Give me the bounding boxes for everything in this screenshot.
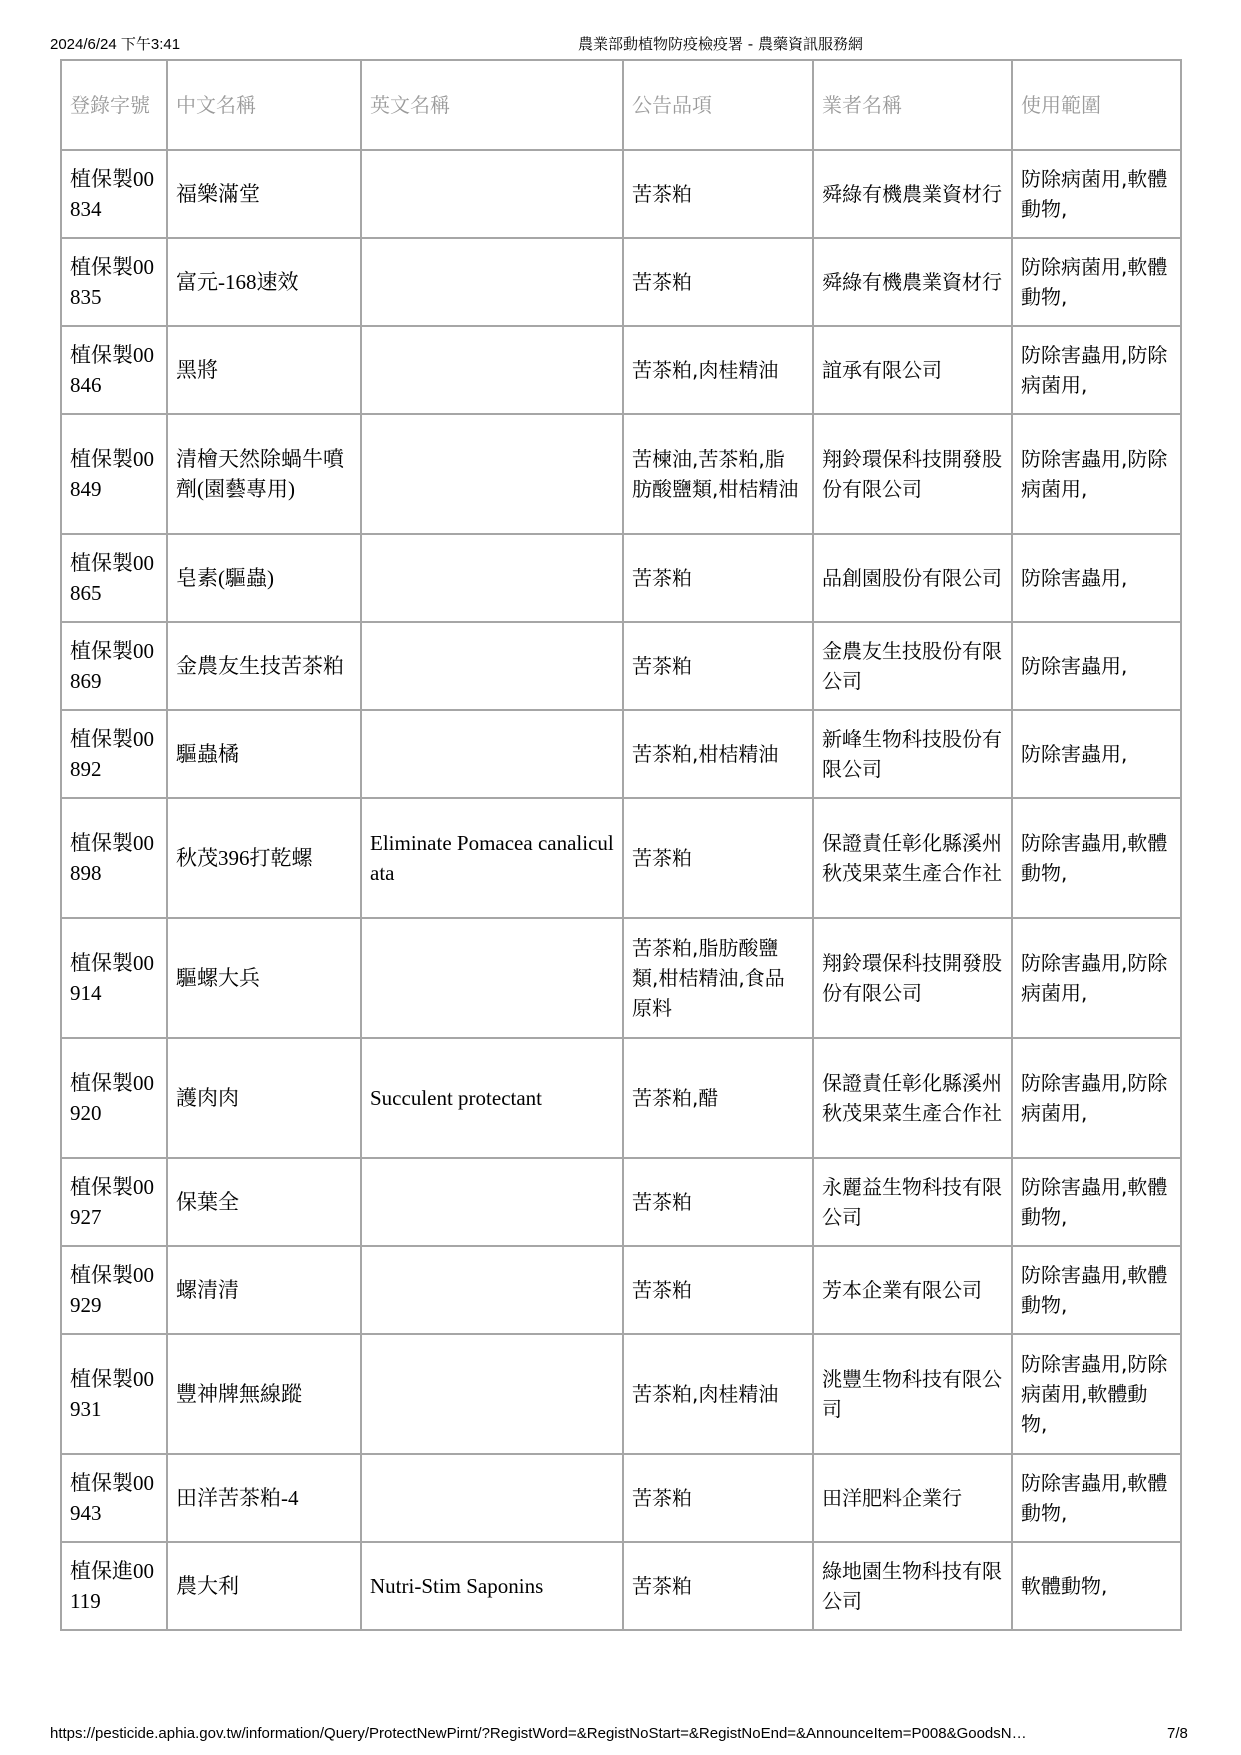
- cell-chinese-name: 清檜天然除蝸牛噴劑(園藝專用): [167, 414, 361, 534]
- cell-announced-item: 苦楝油,苦茶粕,脂肪酸鹽類,柑桔精油: [623, 414, 813, 534]
- cell-announced-item: 苦茶粕: [623, 534, 813, 622]
- cell-reg-no: 植保製00943: [61, 1454, 167, 1542]
- cell-reg-no: 植保製00914: [61, 918, 167, 1038]
- table-row: [61, 918, 1181, 1038]
- cell-usage-scope: 防除害蟲用,: [1012, 710, 1181, 798]
- cell-chinese-name: 驅螺大兵: [167, 918, 361, 1038]
- cell-english-name: Eliminate Pomacea canaliculata: [361, 798, 623, 918]
- cell-usage-scope: 防除害蟲用,防除病菌用,: [1012, 1038, 1181, 1158]
- cell-english-name: Succulent protectant: [361, 1038, 623, 1158]
- cell-reg-no: 植保製00869: [61, 622, 167, 710]
- cell-english-name: [361, 710, 623, 798]
- table-row: [61, 150, 1181, 238]
- column-header-company: 業者名稱: [813, 60, 1012, 150]
- cell-announced-item: 苦茶粕: [623, 622, 813, 710]
- cell-company: 保證責任彰化縣溪州秋茂果菜生產合作社: [813, 798, 1012, 918]
- cell-company: 洮豐生物科技有限公司: [813, 1334, 1012, 1454]
- column-header-chinese-name: 中文名稱: [167, 60, 361, 150]
- cell-chinese-name: 黑將: [167, 326, 361, 414]
- cell-usage-scope: 防除害蟲用,防除病菌用,軟體動物,: [1012, 1334, 1181, 1454]
- cell-usage-scope: 防除害蟲用,防除病菌用,: [1012, 918, 1181, 1038]
- cell-reg-no: 植保製00846: [61, 326, 167, 414]
- page-title: 農業部動植物防疫檢疫署 - 農藥資訊服務網: [578, 35, 863, 53]
- cell-english-name: [361, 534, 623, 622]
- table-row: [61, 1454, 1181, 1542]
- cell-english-name: [361, 1246, 623, 1334]
- cell-usage-scope: 防除病菌用,軟體動物,: [1012, 238, 1181, 326]
- cell-chinese-name: 金農友生技苦茶粕: [167, 622, 361, 710]
- cell-usage-scope: 防除害蟲用,軟體動物,: [1012, 1454, 1181, 1542]
- cell-company: 金農友生技股份有限公司: [813, 622, 1012, 710]
- cell-announced-item: 苦茶粕: [623, 798, 813, 918]
- cell-announced-item: 苦茶粕: [623, 1158, 813, 1246]
- cell-company: 誼承有限公司: [813, 326, 1012, 414]
- cell-reg-no: 植保製00929: [61, 1246, 167, 1334]
- cell-company: 品創園股份有限公司: [813, 534, 1012, 622]
- cell-announced-item: 苦茶粕: [623, 150, 813, 238]
- cell-company: 保證責任彰化縣溪州秋茂果菜生產合作社: [813, 1038, 1012, 1158]
- cell-usage-scope: 防除病菌用,軟體動物,: [1012, 150, 1181, 238]
- cell-usage-scope: 防除害蟲用,防除病菌用,: [1012, 326, 1181, 414]
- cell-usage-scope: 防除害蟲用,防除病菌用,: [1012, 414, 1181, 534]
- cell-english-name: [361, 150, 623, 238]
- column-header-reg-no: 登錄字號: [61, 60, 167, 150]
- table-header-row: [61, 60, 1181, 150]
- cell-english-name: [361, 622, 623, 710]
- cell-chinese-name: 田洋苦茶粕-4: [167, 1454, 361, 1542]
- table-row: [61, 1334, 1181, 1454]
- cell-chinese-name: 驅蟲橘: [167, 710, 361, 798]
- cell-announced-item: 苦茶粕,肉桂精油: [623, 1334, 813, 1454]
- table-row: [61, 238, 1181, 326]
- cell-chinese-name: 農大利: [167, 1542, 361, 1630]
- table-row: [61, 1038, 1181, 1158]
- column-header-english-name: 英文名稱: [361, 60, 623, 150]
- cell-english-name: [361, 414, 623, 534]
- cell-reg-no: 植保製00920: [61, 1038, 167, 1158]
- cell-announced-item: 苦茶粕,脂肪酸鹽類,柑桔精油,食品原料: [623, 918, 813, 1038]
- cell-chinese-name: 秋茂396打乾螺: [167, 798, 361, 918]
- cell-announced-item: 苦茶粕,肉桂精油: [623, 326, 813, 414]
- cell-english-name: [361, 238, 623, 326]
- cell-company: 翔鈴環保科技開發股份有限公司: [813, 918, 1012, 1038]
- cell-announced-item: 苦茶粕: [623, 238, 813, 326]
- cell-announced-item: 苦茶粕: [623, 1246, 813, 1334]
- table-row: [61, 622, 1181, 710]
- table-row: [61, 798, 1181, 918]
- table-row: [61, 534, 1181, 622]
- cell-english-name: Nutri-Stim Saponins: [361, 1542, 623, 1630]
- cell-reg-no: 植保製00931: [61, 1334, 167, 1454]
- cell-announced-item: 苦茶粕,柑桔精油: [623, 710, 813, 798]
- cell-chinese-name: 富元-168速效: [167, 238, 361, 326]
- cell-usage-scope: 防除害蟲用,: [1012, 622, 1181, 710]
- cell-english-name: [361, 1158, 623, 1246]
- cell-company: 永麗益生物科技有限公司: [813, 1158, 1012, 1246]
- cell-chinese-name: 豐神牌無線蹤: [167, 1334, 361, 1454]
- table-row: [61, 414, 1181, 534]
- print-datetime: 2024/6/24 下午3:41: [50, 36, 181, 53]
- column-header-announced-item: 公告品項: [623, 60, 813, 150]
- cell-usage-scope: 軟體動物,: [1012, 1542, 1181, 1630]
- cell-announced-item: 苦茶粕: [623, 1454, 813, 1542]
- cell-chinese-name: 護肉肉: [167, 1038, 361, 1158]
- cell-english-name: [361, 918, 623, 1038]
- cell-english-name: [361, 1454, 623, 1542]
- cell-company: 新峰生物科技股份有限公司: [813, 710, 1012, 798]
- cell-reg-no: 植保進00119: [61, 1542, 167, 1630]
- cell-reg-no: 植保製00834: [61, 150, 167, 238]
- column-header-usage-scope: 使用範圍: [1012, 60, 1181, 150]
- table-row: [61, 1542, 1181, 1630]
- cell-reg-no: 植保製00865: [61, 534, 167, 622]
- table-row: [61, 326, 1181, 414]
- cell-reg-no: 植保製00835: [61, 238, 167, 326]
- cell-company: 舜綠有機農業資材行: [813, 238, 1012, 326]
- table-row: [61, 1246, 1181, 1334]
- cell-chinese-name: 螺清清: [167, 1246, 361, 1334]
- cell-usage-scope: 防除害蟲用,軟體動物,: [1012, 1158, 1181, 1246]
- cell-chinese-name: 皂素(驅蟲): [167, 534, 361, 622]
- cell-english-name: [361, 1334, 623, 1454]
- cell-company: 芳本企業有限公司: [813, 1246, 1012, 1334]
- cell-announced-item: 苦茶粕: [623, 1542, 813, 1630]
- cell-company: 綠地園生物科技有限公司: [813, 1542, 1012, 1630]
- page-url: https://pesticide.aphia.gov.tw/information/Query/ProtectNewPirnt/?RegistWord=&RegistNoStart=&RegistNoEnd=&AnnounceItem=P008&GoodsN…: [50, 1725, 1027, 1742]
- cell-announced-item: 苦茶粕,醋: [623, 1038, 813, 1158]
- cell-usage-scope: 防除害蟲用,軟體動物,: [1012, 798, 1181, 918]
- cell-reg-no: 植保製00898: [61, 798, 167, 918]
- cell-company: 翔鈴環保科技開發股份有限公司: [813, 414, 1012, 534]
- table-row: [61, 710, 1181, 798]
- cell-reg-no: 植保製00892: [61, 710, 167, 798]
- cell-reg-no: 植保製00849: [61, 414, 167, 534]
- cell-company: 舜綠有機農業資材行: [813, 150, 1012, 238]
- cell-chinese-name: 保葉全: [167, 1158, 361, 1246]
- page-number: 7/8: [1167, 1725, 1188, 1742]
- cell-reg-no: 植保製00927: [61, 1158, 167, 1246]
- cell-english-name: [361, 326, 623, 414]
- cell-chinese-name: 福樂滿堂: [167, 150, 361, 238]
- cell-company: 田洋肥料企業行: [813, 1454, 1012, 1542]
- pesticide-table: [60, 59, 1182, 1631]
- table-row: [61, 1158, 1181, 1246]
- cell-usage-scope: 防除害蟲用,軟體動物,: [1012, 1246, 1181, 1334]
- cell-usage-scope: 防除害蟲用,: [1012, 534, 1181, 622]
